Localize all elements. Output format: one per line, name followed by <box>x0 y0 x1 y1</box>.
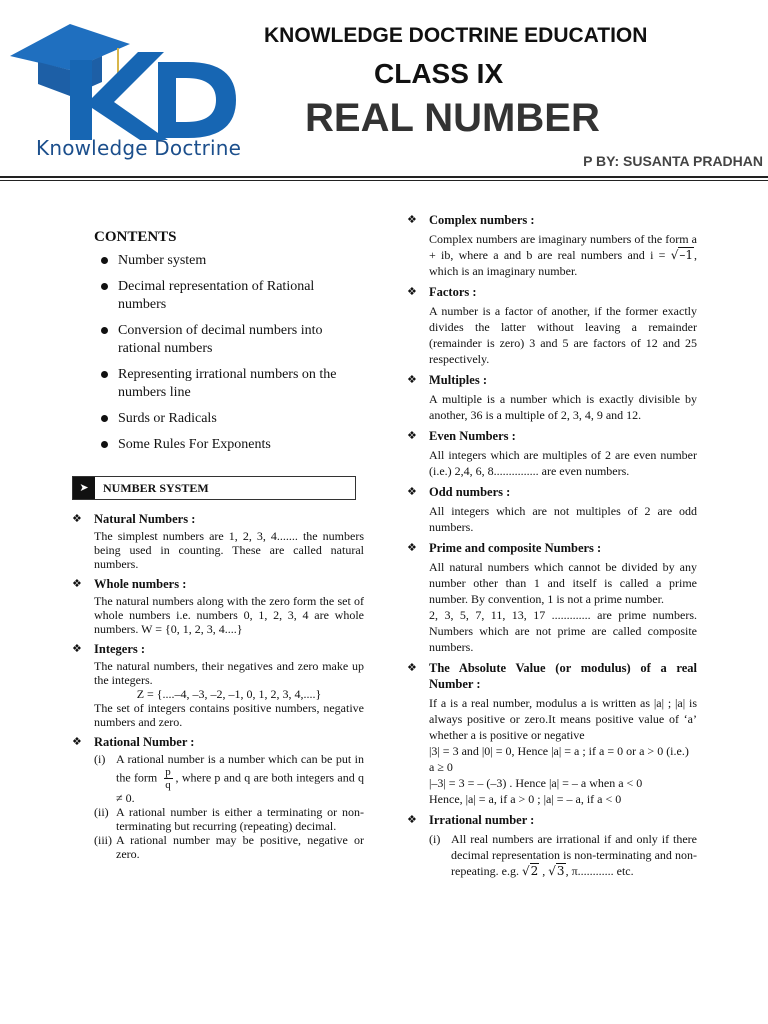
integer-set: Z = {....–4, –3, –2, –1, 0, 1, 2, 3, 4,....} <box>136 687 322 701</box>
topic-natural-numbers <box>72 512 364 571</box>
contents-item: Conversion of decimal numbers into rational numbers <box>98 322 364 358</box>
topic-even-numbers <box>407 428 697 479</box>
topic-body: Hence, |a| = a, if a > 0 ; |a| = – a, if a < 0 <box>429 792 622 806</box>
graduation-cap-logo-icon <box>8 12 248 142</box>
diamond-bullet-icon: ❖ <box>407 485 417 498</box>
topic-body: The simplest numbers are 1, 2, 3, 4....... the numbers being used in counting. These are called natural numbers. <box>94 529 364 571</box>
square-root: √2 <box>521 864 539 878</box>
topic-body: The natural numbers along with the zero form the set of whole numbers i.e. numbers 0, 1, 2, 3, 4 are whole numbers. W = {0, 1, 2, 3, 4....} <box>94 594 364 636</box>
contents-item: Decimal representation of Rational numbers <box>98 278 364 314</box>
topic-title: Even Numbers : <box>429 429 516 443</box>
page-title: REAL NUMBER <box>305 96 600 140</box>
topic-prime-composite <box>407 540 697 655</box>
topic-title: Complex numbers : <box>429 213 535 227</box>
topic-rational-number <box>72 735 364 861</box>
topic-body: If a is a real number, modulus a is written as |a| ; |a| is always positive or zero.It means positive value of ‘a’ whether a is positive or negative <box>429 696 697 742</box>
topic-body: All natural numbers which cannot be divided by any number other than 1 and itself is called a prime number. By convention, 1 is not a prime number. <box>429 560 697 606</box>
list-item: (i) All real numbers are irrational if and only if there decimal representation is non-terminating and non-repeating. e.g. √2 , √3, π............ etc. <box>429 832 697 878</box>
header-divider <box>0 176 768 178</box>
topic-title: Multiples : <box>429 373 487 387</box>
diamond-bullet-icon: ❖ <box>407 813 417 826</box>
topic-body: The set of integers contains positive numbers, negative numbers and zero. <box>94 701 364 729</box>
list-item: (i) A rational number is a number which can be put in the form $\frac{p}{q}$ , where p and q are both integers and q ≠ 0. <box>94 752 364 805</box>
right-column <box>407 212 697 884</box>
diamond-bullet-icon: ❖ <box>72 735 82 748</box>
list-item: (ii) A rational number is either a terminating or non-terminating but recurring (repeating) decimal. <box>94 805 364 833</box>
topic-body: Complex numbers are imaginary numbers of the form a + ib, where a and b are real numbers and <box>429 232 697 262</box>
diamond-bullet-icon: ❖ <box>407 373 417 386</box>
topic-body: A number is a factor of another, if the former exactly divides the latter without leaving a remainder (remainder is zero) 3 and 5 are factors of 12 and 25 respectively. <box>429 304 697 366</box>
contents-item: Surds or Radicals <box>98 410 364 428</box>
contents-item: Representing irrational numbers on the numbers line <box>98 366 364 402</box>
contents-list <box>72 252 364 454</box>
topic-factors <box>407 284 697 367</box>
organization-name: KNOWLEDGE DOCTRINE EDUCATION <box>264 24 648 47</box>
list-item: (iii) A rational number may be positive, negative or zero. <box>94 833 364 861</box>
section-header <box>72 476 356 500</box>
diamond-bullet-icon: ❖ <box>407 541 417 554</box>
contents-heading: CONTENTS <box>94 229 177 245</box>
diamond-bullet-icon: ❖ <box>72 512 82 525</box>
topic-body: 2, 3, 5, 7, 11, 13, 17 ............. are prime numbers. Numbers which are not prime are called composite numbers. <box>429 608 697 654</box>
topic-title: Rational Number : <box>94 735 195 749</box>
topic-odd-numbers <box>407 484 697 535</box>
section-title: NUMBER SYSTEM <box>103 481 209 495</box>
topic-whole-numbers <box>72 577 364 636</box>
contents-item: Some Rules For Exponents <box>98 436 364 454</box>
topic-absolute-value <box>407 660 697 807</box>
header-divider-thin <box>0 180 768 181</box>
topic-body: A multiple is a number which is exactly divisible by another, 36 is a multiple of 2, 3, 4, 9 and 12. <box>429 392 697 422</box>
left-column <box>72 230 364 867</box>
diamond-bullet-icon: ❖ <box>407 429 417 442</box>
topic-title: The Absolute Value (or modulus) of a real Number : <box>429 661 697 691</box>
arrow-right-icon: ➤ <box>73 477 95 499</box>
class-label: CLASS IX <box>374 58 504 89</box>
topic-title: Prime and composite Numbers : <box>429 541 602 555</box>
logo-text: Knowledge Doctrine <box>36 136 242 160</box>
topic-title: Natural Numbers : <box>94 512 196 526</box>
topic-title: Whole numbers : <box>94 577 187 591</box>
topic-title: Factors : <box>429 285 477 299</box>
topic-irrational-number <box>407 812 697 879</box>
topic-integers <box>72 642 364 729</box>
topic-title: Odd numbers : <box>429 485 511 499</box>
topic-title: Irrational number : <box>429 813 535 827</box>
topic-body: All integers which are multiples of 2 are even number (i.e.) 2,4, 6, 8............... are even numbers. <box>429 448 697 478</box>
diamond-bullet-icon: ❖ <box>407 213 417 226</box>
topic-title: Integers : <box>94 642 146 656</box>
fraction-p-over-q: $\frac{p}{q}$ <box>165 766 171 791</box>
topic-body: All integers which are not multiples of 2 are odd numbers. <box>429 504 697 534</box>
diamond-bullet-icon: ❖ <box>407 285 417 298</box>
author-line: P BY: SUSANTA PRADHAN <box>583 153 763 169</box>
topic-body: |3| = 3 and |0| = 0, Hence |a| = a ; if a = 0 or a > 0 (i.e.) a ≥ 0 <box>429 744 689 774</box>
square-root: √–1 <box>670 248 694 262</box>
diamond-bullet-icon: ❖ <box>72 577 82 590</box>
topic-body: The natural numbers, their negatives and zero make up the integers. <box>94 659 364 687</box>
topic-complex-numbers: ❖ Complex numbers : Complex numbers are imaginary numbers of the form a + ib, where a and b are real numbers and i = √–1, which is an imaginary number. <box>407 213 698 278</box>
topic-body: |–3| = 3 = – (–3) . Hence |a| = – a when a < 0 <box>429 776 643 790</box>
diamond-bullet-icon: ❖ <box>407 661 417 674</box>
contents-item: Number system <box>98 252 364 270</box>
topic-multiples <box>407 372 697 423</box>
square-root: √3 <box>548 864 565 878</box>
diamond-bullet-icon: ❖ <box>72 642 82 655</box>
